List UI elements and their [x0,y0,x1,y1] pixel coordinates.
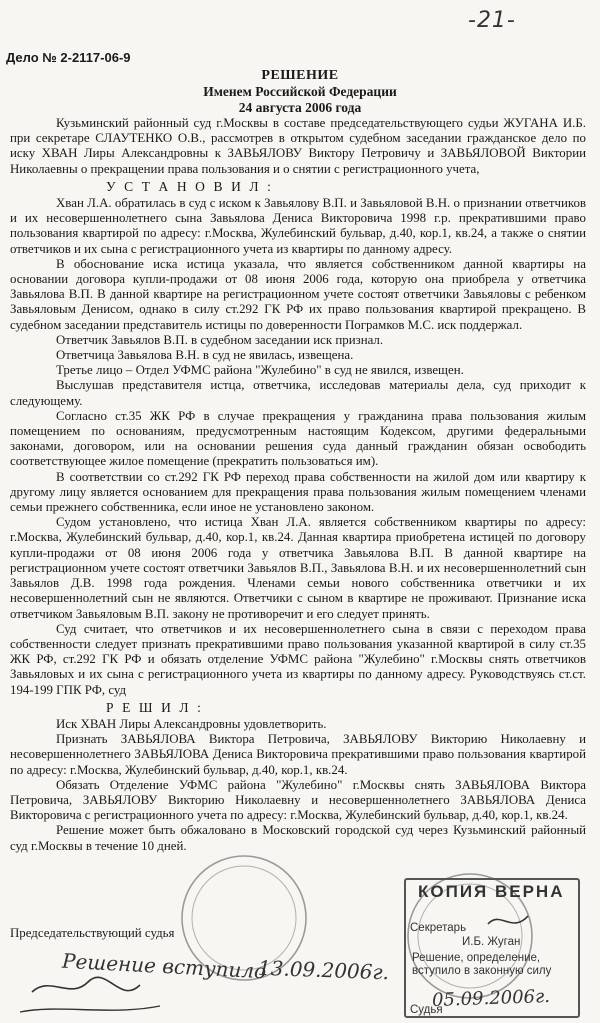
established-heading: У С Т А Н О В И Л : [106,178,274,194]
decided-paragraph: Признать ЗАВЬЯЛОВА Виктора Петровича, ЗАВЬЯЛОВУ Викторию Николаевну и несовершеннолетнего ЗАВЬЯЛОВА Дениса Викторовича прекратившими право пользования квартирой по адресу: г.Москва, Жулебинский бульвар, д.40, кор.1, кв.24. [10,732,586,777]
established-paragraph: В соответствии со ст.292 ГК РФ переход права собственности на жилой дом или квартиру к другому лицу является основанием для прекращения права пользования жилым помещением членами семьи прежнего собственника, если иное не установлено законом. [10,469,586,515]
header-line: Именем Российской Федерации [203,84,397,99]
stamp-title: КОПИЯ ВЕРНА [418,882,565,901]
stamp-text-line: Решение, определение, [412,952,541,964]
decided-paragraph: Обязать Отделение УФМС района "Жулебино" г.Москвы снять ЗАВЬЯЛОВА Виктора Петровича, ЗАВЬЯЛОВУ Викторию Николаевну и несовершеннолетнего ЗАВЬЯЛОВА Дениса Викторовича с регистрационного учета по адресу: г.Москва, Жулебинский бульвар, д.40, кор.1, кв.24. [10,777,586,823]
header-date: 24 августа 2006 года [238,100,362,115]
handwritten-note: Решение вступило [61,948,267,984]
intro-paragraph: Кузьминский районный суд г.Москвы в составе председательствующего судьи ЖУГАНА И.Б. при секретаре СЛАУТЕНКО О.В., рассмотрев в открытом судебном заседании гражданское дело по иску ХВАН Лиры Александровны к ЗАВЬЯЛОВУ Виктору Петровичу и ЗАВЬЯЛОВОЙ Виктории Николаевны о прекращении права пользования и о снятии с регистрационного учета, [10,116,586,176]
stamp-judge-name: И.Б. Жуган [462,936,521,948]
established-paragraph: Хван Л.А. обратилась в суд с иском к Завьялову В.П. и Завьяловой В.Н. о признании ответчиков и их несовершеннолетнего сына Завьялова Дениса Викторовича 1998 г.р. прекратившими право пользования квартирой по адресу: г.Москва, Жулебинский бульвар, д.40, кор.1, кв.24, а также о снятии ответчиков и их сына с регистрационного учета из квартиры по данному адресу. [10,196,586,256]
stamp-handwritten-date: 05.09.2006г. [431,985,551,1012]
established-paragraph: Третье лицо – Отдел УФМС района "Жулебино" в суд не явился, извещен. [56,363,464,378]
presiding-judge-label: Председательствующий судья [10,926,175,940]
stamp-secretary-label: Секретарь [410,922,467,934]
decided-heading: Р Е Ш И Л : [106,699,204,715]
established-paragraph: Ответчик Завьялов В.П. в судебном заседании иск признал. [56,332,384,347]
handwritten-date: 13.09.2006г. [257,955,390,985]
case-number: Дело № 2-2117-06-9 [6,50,131,65]
established-paragraph: Выслушав представителя истца, ответчика, исследовав материалы дела, суд приходит к следующему. [10,378,586,408]
decided-paragraph: Иск ХВАН Лиры Александровны удовлетворить. [56,716,327,731]
established-paragraph: Суд считает, что ответчиков и их несовершеннолетнего сына в связи с переходом права собственности следует признать прекратившими право пользования указанной квартирой в силу ст.35 ЖК РФ, ст.292 ГК РФ и обязать отделение УФМС района "Жулебино" г.Москвы снять ответчиков Завьяловых и их сына с регистрационного учета из квартиры по данному адресу. Руководствуясь ст.ст. 194-199 ГПК РФ, суд [10,621,586,697]
signature-scribble [32,977,140,992]
round-seal-left-inner [192,866,296,970]
stamp-judge-label: Судья [410,1004,443,1016]
page-number: -21- [468,8,516,33]
signature-scribble [20,1006,160,1012]
decided-paragraph: Решение может быть обжаловано в Московский городской суд через Кузьминский районный суд г.Москвы в течение 10 дней. [10,823,586,853]
established-paragraph: Ответчица Завьялова В.Н. в суд не явилась, извещена. [56,348,354,363]
established-paragraph: Согласно ст.35 ЖК РФ в случае прекращения у гражданина права пользования жилым помещением по основаниям, предусмотренным настоящим Кодексом, другими федеральными законами, договором, или на основании решения суда данный гражданин обязан освободить соответствующее жилое помещение (прекратить пользоваться им). [10,408,586,469]
document-title: РЕШЕНИЕ [261,68,339,83]
stamp-text-line: вступило в законную силу [412,965,552,977]
established-paragraph: В обоснование иска истица указала, что является собственником данной квартиры на основании договора купли-продажи от 08 июня 2006 года, которую она приобрела у ответчика Завьялова В.П. В данной квартире на регистрационном учете состоят ответчики Завьяловы с ребенком Завьяловым Денисом, однако в силу ст.292 ГК РФ их право пользования квартирой прекращено. В судебном заседании представитель истицы по доверенности Пограмков М.С. иск поддержал. [10,256,586,332]
established-paragraph: Судом установлено, что истица Хван Л.А. является собственником квартиры по адресу: г.Москва, Жулебинский бульвар, д.40, кор.1, кв.24. Данная квартира приобретена истицей по договору купли-продажи от 08 июня 2006 года у ответчика Завьялова В.П. В данной квартире на регистрационном учете состоят ответчики Завьялов В.П., Завьялова В.Н. и их несовершеннолетний сын Завьялов Д.В. 1998 года рождения. Членами семьи нового собственника ответчики и их несовершеннолетний сын не являются. Ответчики с сыном в квартире не проживают. Признание иска ответчиком Завьяловым В.П. закону не противоречит и его следует принять. [10,515,586,621]
